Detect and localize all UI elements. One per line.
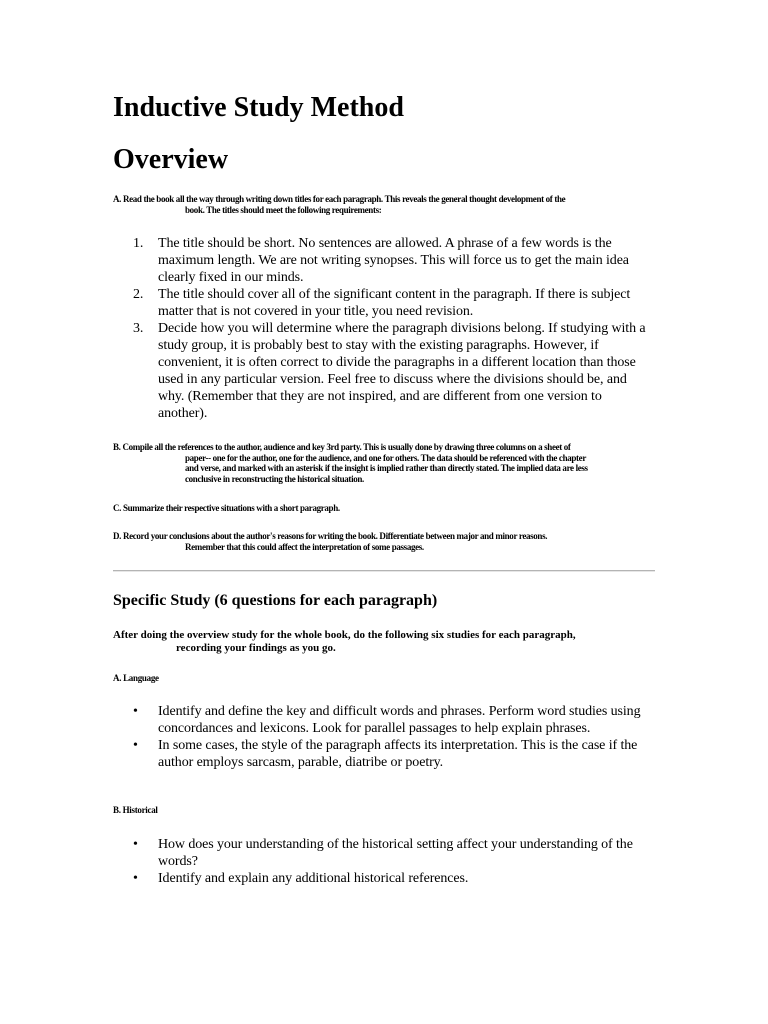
page-title: Inductive Study Method <box>113 92 404 123</box>
list-item <box>113 235 653 286</box>
bullet-icon: • <box>133 704 138 719</box>
section-d-paragraph <box>113 531 653 552</box>
list-item-text: The title should cover all of the significant content in the paragraph. If there is subject matter that is not covered in your title, you need revision. <box>158 287 631 319</box>
list-item <box>113 870 653 887</box>
list-item <box>113 836 653 870</box>
language-label: A. Language <box>113 673 159 683</box>
section-a-paragraph <box>113 194 653 215</box>
bullet-icon: • <box>133 837 138 852</box>
historical-label: B. Historical <box>113 805 158 815</box>
historical-list <box>113 836 653 887</box>
list-item <box>113 737 653 771</box>
section-a-line-1: A. Read the book all the way through writing down titles for each paragraph. This reveals the general thought development of the <box>113 194 566 204</box>
bullet-icon: • <box>133 738 138 753</box>
list-item-text: Identify and define the key and difficult words and phrases. Perform word studies using concordances and lexicons. Look for parallel passages to help explain phrases. <box>158 704 641 736</box>
horizontal-divider <box>113 570 655 572</box>
intro-line-1: After doing the overview study for the whole book, do the following six studies for each paragraph, <box>113 629 576 641</box>
section-b-line-2: paper-- one for the author, one for the audience, and one for others. The data should be referenced with the chapter <box>185 452 586 463</box>
list-number: 2. <box>133 287 144 302</box>
specific-study-intro <box>113 629 673 655</box>
list-item <box>113 286 653 320</box>
list-item-text: In some cases, the style of the paragraph affects its interpretation. This is the case if the author employs sarcasm, parable, diatribe or poetry. <box>158 738 638 770</box>
section-d-line-2: Remember that this could affect the interpretation of some passages. <box>185 541 424 552</box>
section-b-line-1: B. Compile all the references to the author, audience and key 3rd party. This is usually done by drawing three columns on a sheet of <box>113 442 571 452</box>
list-item-text: Identify and explain any additional historical references. <box>158 871 469 886</box>
list-number: 3. <box>133 321 144 336</box>
section-a-line-2: book. The titles should meet the following requirements: <box>185 204 382 215</box>
section-b-line-4: conclusive in reconstructing the historical situation. <box>185 473 364 484</box>
list-number: 1. <box>133 236 144 251</box>
language-list <box>113 703 653 771</box>
intro-line-2: recording your findings as you go. <box>176 642 336 654</box>
requirements-list <box>113 235 653 422</box>
section-c-paragraph: C. Summarize their respective situations with a short paragraph. <box>113 503 340 513</box>
list-item-text: Decide how you will determine where the paragraph divisions belong. If studying with a study group, it is probably best to stay with the existing paragraphs. However, if convenient, it is often correct to divide the paragraphs in a different location than those used in any particular version. Feel free to discuss where the divisions should be, and why. (Remember that they are not inspired, and are different from one version to another). <box>158 321 646 421</box>
overview-heading: Overview <box>113 144 229 175</box>
section-b-paragraph <box>113 442 653 484</box>
list-item-text: How does your understanding of the historical setting affect your understanding of the words? <box>158 837 633 869</box>
bullet-icon: • <box>133 871 138 886</box>
list-item-text: The title should be short. No sentences are allowed. A phrase of a few words is the maximum length. We are not writing synopses. This will force us to get the main idea clearly fixed in our minds. <box>158 236 629 285</box>
section-d-line-1: D. Record your conclusions about the author's reasons for writing the book. Differentiate between major and minor reasons. <box>113 531 548 541</box>
list-item <box>113 703 653 737</box>
specific-study-heading: Specific Study (6 questions for each paragraph) <box>113 592 438 609</box>
section-b-line-3: and verse, and marked with an asterisk if the insight is implied rather than directly stated. The implied data are less <box>185 463 588 473</box>
list-item <box>113 320 653 422</box>
